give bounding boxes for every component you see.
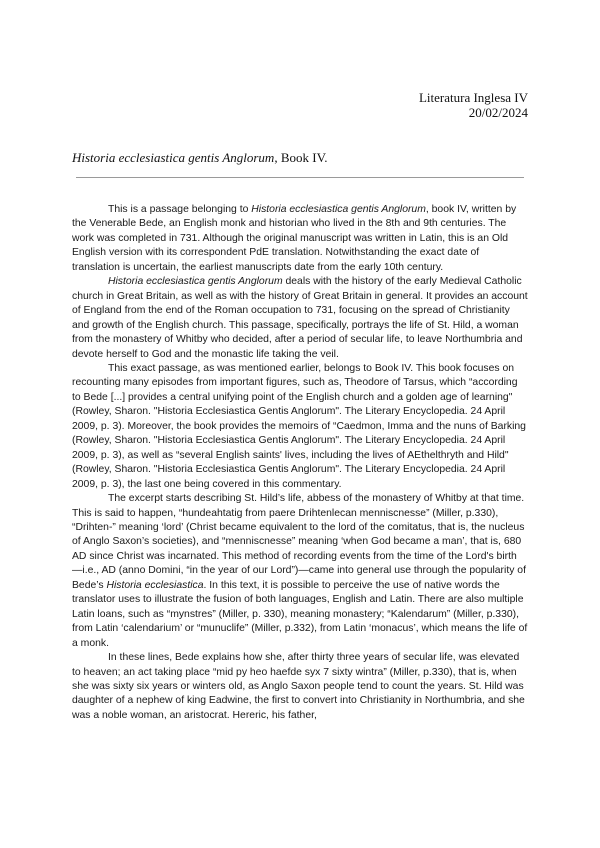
italic-text: Historia ecclesiastica gentis Anglorum [251,204,426,215]
paragraph [72,492,528,651]
document-title [72,150,328,165]
paragraph [72,362,528,492]
document-date: 20/02/2024 [468,105,528,120]
text-segment: . In this text, it is possible to perceive the use of native words the translator uses to illustrate the fusion of both languages, English and Latin. There are also multiple Latin loans, such as “mynstres” (Miller, p. 330), meaning monastery; “Kalendarum” (Miller, p.330), from Latin ‘calendarium’ or “munuclife” (Miller, p.332), from Latin ‘monacus’, which means the life of a monk. [72,579,528,649]
paragraph [72,275,528,362]
italic-text: Historia ecclesiastica [106,579,204,591]
horizontal-rule [76,177,524,178]
text-segment: In these lines, Bede explains how she, after thirty three years of secular life, was elevated to heaven; an act taking place “mid py heo haefde syx 7 sixty wintra” (Miller, p.330), that is, when she was sixty six years or winters old, as Anglo Saxon people tend to count the years. St. Hild was daughter of a nephew of king Eadwine, the first to convert into Christianity in Northumbria, and she was a noble woman, an aristocrat. Hereric, his father, [72,652,525,721]
text-segment: The excerpt starts describing St. Hild’s life, abbess of the monastery of Whitby at that time. This is said to happen, “hundeahtatig from paere Drihtenlecan menniscnesse” (Miller, p.330), “Drihten-” meaning ‘lord’ (Christ became equivalent to the lord of the comitatus, that is, the nucleus of Anglo Saxon’s societies), and “menniscnesse” meaning ‘when God became a man’, that is, 680 AD since Christ was incarnated. This method of recording events from the time of the Lord's birth —i.e., AD (anno Domini, “in the year of our Lord”)—came into general use through the popularity of Bede’s [72,493,526,591]
title-italic: Historia ecclesiastica gentis Anglorum [72,150,275,165]
title-rest: , Book IV. [274,150,328,165]
text-segment: deals with the history of the early Medieval Catholic church in Great Britain, as well as with the history of Great Britain in general. It provides an account of England from the end of the Roman occupation to 731, focusing on the spread of Christianity and growth of the English church. This passage, specifically, portrays the life of St. Hild, a woman from the monastery of Whitby who decided, after a period of secular life, to leave Northumbria and devote herself to God and the monastic life taking the veil. [72,276,528,360]
course-name: Literatura Inglesa IV [418,90,528,105]
paragraph [72,651,528,723]
body-text [72,203,528,723]
paragraph [72,203,528,275]
italic-text: Historia ecclesiastica gentis Anglorum [108,276,283,288]
text-segment: , book IV, written by the Venerable Bede, an English monk and historian who lived in the 8th and 9th centuries. The work was completed in 731. Although the original manuscript was written in Latin, this is an Old English version with its correspondent PdE translation. Notwithstanding the exact date of translation is uncertain, the earliest manuscripts date from the early 10th century. [72,204,517,273]
header-block [419,90,528,120]
text-segment: This exact passage, as was mentioned earlier, belongs to Book IV. This book focuses on recounting many episodes from important figures, such as, Theodore of Tarsus, which “according to Bede [...] provides a central unifying point of the English church and a golden age of learning" (Rowley, Sharon. "Historia Ecclesiastica Gentis Anglorum". The Literary Encyclopedia. 24 April 2009, p. 3). Moreover, the book provides the memoirs of “Caedmon, Imma and the nuns of Barking (Rowley, Sharon. "Historia Ecclesiastica Gentis Anglorum". The Literary Encyclopedia. 24 April 2009, p. 3), as well as “several English saints' lives, including the lives of AEthelthryth and Hild" (Rowley, Sharon. "Historia Ecclesiastica Gentis Anglorum". The Literary Encyclopedia. 24 April 2009, p. 3), the last one being covered in this commentary. [72,362,526,490]
text-segment: This is a passage belonging to [108,204,252,215]
